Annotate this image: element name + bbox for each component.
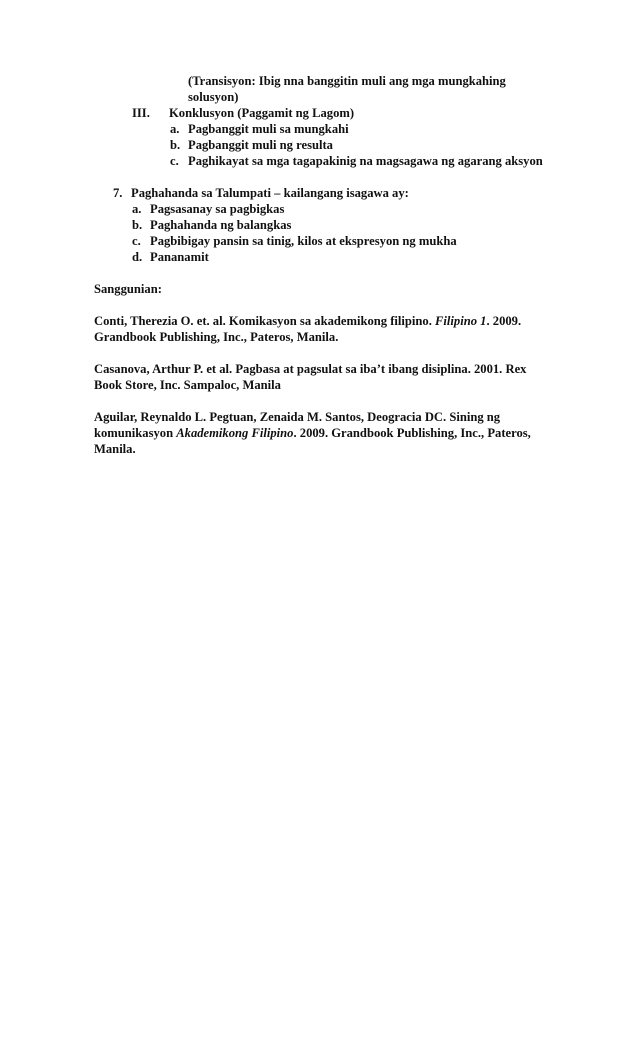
reference-3-line-2 [94, 425, 531, 441]
item-7-subitem-marker: b. [132, 218, 143, 232]
item-7-subitem: Pagsasanay sa pagbigkas [150, 202, 285, 216]
reference-2-line-2: Book Store, Inc. Sampaloc, Manila [94, 378, 281, 392]
item-7-subitem: Pagbibigay pansin sa tinig, kilos at ekspresyon ng mukha [150, 234, 457, 248]
section-3-numeral: III. [132, 106, 150, 120]
transition-line-2: solusyon) [188, 90, 239, 104]
item-7-subitem-marker: c. [132, 234, 141, 248]
section-3-item-marker: c. [170, 154, 179, 168]
item-7-subitem: Paghahanda ng balangkas [150, 218, 292, 232]
item-7-text: Paghahanda sa Talumpati – kailangang isagawa ay: [131, 186, 409, 200]
reference-3-text-end: . 2009. Grandbook Publishing, Inc., Pateros, [293, 426, 531, 440]
reference-1-italic-title: Filipino 1 [435, 314, 487, 328]
reference-3-line-1: Aguilar, Reynaldo L. Pegtuan, Zenaida M. Santos, Deogracia DC. Sining ng [94, 410, 501, 424]
transition-line-1: (Transisyon: Ibig nna banggitin muli ang mga mungkahing [188, 74, 506, 88]
item-7-marker: 7. [113, 186, 123, 200]
reference-2-line-1: Casanova, Arthur P. et al. Pagbasa at pagsulat sa iba’t ibang disiplina. 2001. Rex [94, 362, 527, 376]
reference-3-italic-title: Akademikong Filipino [176, 426, 294, 440]
reference-1-line-1 [94, 313, 521, 329]
references-heading: Sanggunian: [94, 282, 162, 296]
reference-3-line-3: Manila. [94, 442, 136, 456]
section-3-item: Paghikayat sa mga tagapakinig na magsagawa ng agarang aksyon [188, 154, 543, 168]
item-7-subitem-marker: d. [132, 250, 143, 264]
section-3-title: Konklusyon (Paggamit ng Lagom) [169, 106, 355, 120]
section-3-item: Pagbanggit muli sa mungkahi [188, 122, 349, 136]
reference-1-text-end: . 2009. [486, 314, 522, 328]
section-3-item-marker: a. [170, 122, 180, 136]
item-7-subitem-marker: a. [132, 202, 142, 216]
reference-1-line-2: Grandbook Publishing, Inc., Pateros, Manila. [94, 330, 339, 344]
item-7-subitem: Pananamit [150, 250, 209, 264]
reference-3-text: komunikasyon [94, 426, 177, 440]
section-3-item-marker: b. [170, 138, 181, 152]
section-3-item: Pagbanggit muli ng resulta [188, 138, 333, 152]
reference-1-text: Conti, Therezia O. et. al. Komikasyon sa akademikong filipino. [94, 314, 436, 328]
